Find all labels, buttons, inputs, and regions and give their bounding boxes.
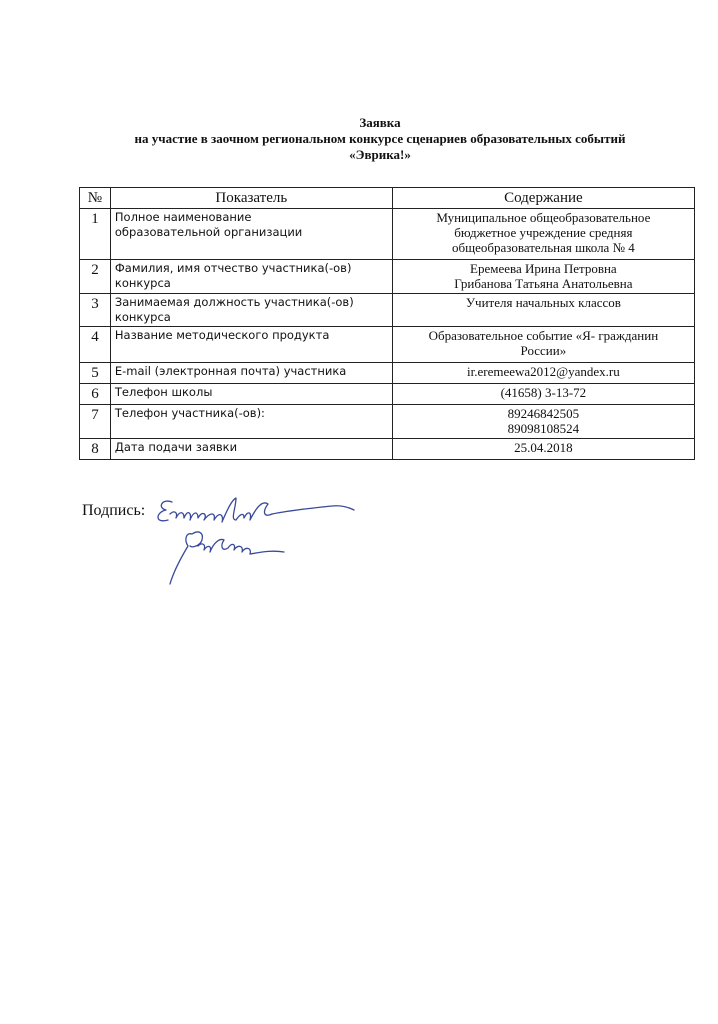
application-table [79, 187, 695, 460]
indicator-line: конкурса [114, 276, 171, 290]
signature-underline-2 [250, 551, 284, 554]
table-row [80, 260, 695, 294]
row-value [392, 294, 694, 327]
row-value [392, 439, 694, 460]
indicator-line: Дата подачи заявки [114, 440, 238, 454]
signature-label: Подпись: [82, 502, 146, 519]
value-line: России» [520, 343, 567, 358]
row-number: 6 [80, 384, 111, 405]
column-header-number: № [80, 188, 111, 209]
handwritten-signatures [132, 490, 392, 595]
value-line: 25.04.2018 [514, 440, 573, 455]
row-number: 1 [80, 209, 111, 260]
table-row [80, 209, 695, 260]
column-header-content: Содержание [392, 188, 694, 209]
value-line: бюджетное учреждение средняя [454, 225, 633, 240]
indicator-line: Фамилия, имя отчество участника(-ов) [114, 261, 352, 275]
row-number: 8 [80, 439, 111, 460]
row-number: 4 [80, 327, 111, 363]
row-indicator [110, 384, 392, 405]
indicator-line: Полное наименование [114, 210, 252, 224]
row-value [392, 363, 694, 384]
document-header [60, 115, 700, 163]
value-line: Учителя начальных классов [465, 295, 621, 310]
signature-stroke-2 [170, 532, 250, 584]
table-row [80, 363, 695, 384]
indicator-line: конкурса [114, 310, 171, 324]
indicator-line: E-mail (электронная почта) участника [114, 364, 347, 378]
row-value [392, 260, 694, 294]
table-row [80, 384, 695, 405]
table-row [80, 405, 695, 439]
row-indicator [110, 209, 392, 260]
signature-block [82, 490, 382, 600]
table-row [80, 294, 695, 327]
row-number: 5 [80, 363, 111, 384]
contest-name: «Эврика!» [349, 147, 411, 162]
document-subtitle: на участие в заочном региональном конкурсе сценариев образовательных событий [134, 131, 626, 146]
column-header-indicator: Показатель [110, 188, 392, 209]
value-line: Грибанова Татьяна Анатольевна [454, 276, 633, 291]
row-number: 7 [80, 405, 111, 439]
value-line: общеобразовательная школа № 4 [452, 240, 635, 255]
indicator-line: Занимаемая должность участника(-ов) [114, 295, 354, 309]
row-value [392, 327, 694, 363]
indicator-line: образовательной организации [114, 225, 303, 239]
document-title: Заявка [359, 115, 401, 130]
value-line: (41658) 3-13-72 [500, 385, 587, 400]
row-indicator [110, 405, 392, 439]
indicator-line: Телефон участника(-ов): [114, 406, 265, 420]
row-indicator [110, 294, 392, 327]
row-indicator [110, 363, 392, 384]
value-line: Муниципальное общеобразовательное [436, 210, 651, 225]
row-number: 2 [80, 260, 111, 294]
indicator-line: Название методического продукта [114, 328, 330, 342]
signature-stroke-1 [158, 498, 272, 522]
table-row [80, 439, 695, 460]
table-header-row [80, 188, 695, 209]
row-indicator [110, 327, 392, 363]
row-value [392, 405, 694, 439]
row-number: 3 [80, 294, 111, 327]
value-line: 89098108524 [507, 421, 580, 436]
value-line: Еремеева Ирина Петровна [470, 261, 617, 276]
row-indicator [110, 260, 392, 294]
indicator-line: Телефон школы [114, 385, 213, 399]
table-row [80, 327, 695, 363]
row-indicator [110, 439, 392, 460]
row-value [392, 209, 694, 260]
value-line: ir.eremeewa2012@yandex.ru [467, 364, 620, 379]
row-value [392, 384, 694, 405]
value-line: Образовательное событие «Я- гражданин [428, 328, 659, 343]
value-line: 89246842505 [507, 406, 580, 421]
signature-underline-1 [272, 506, 354, 514]
